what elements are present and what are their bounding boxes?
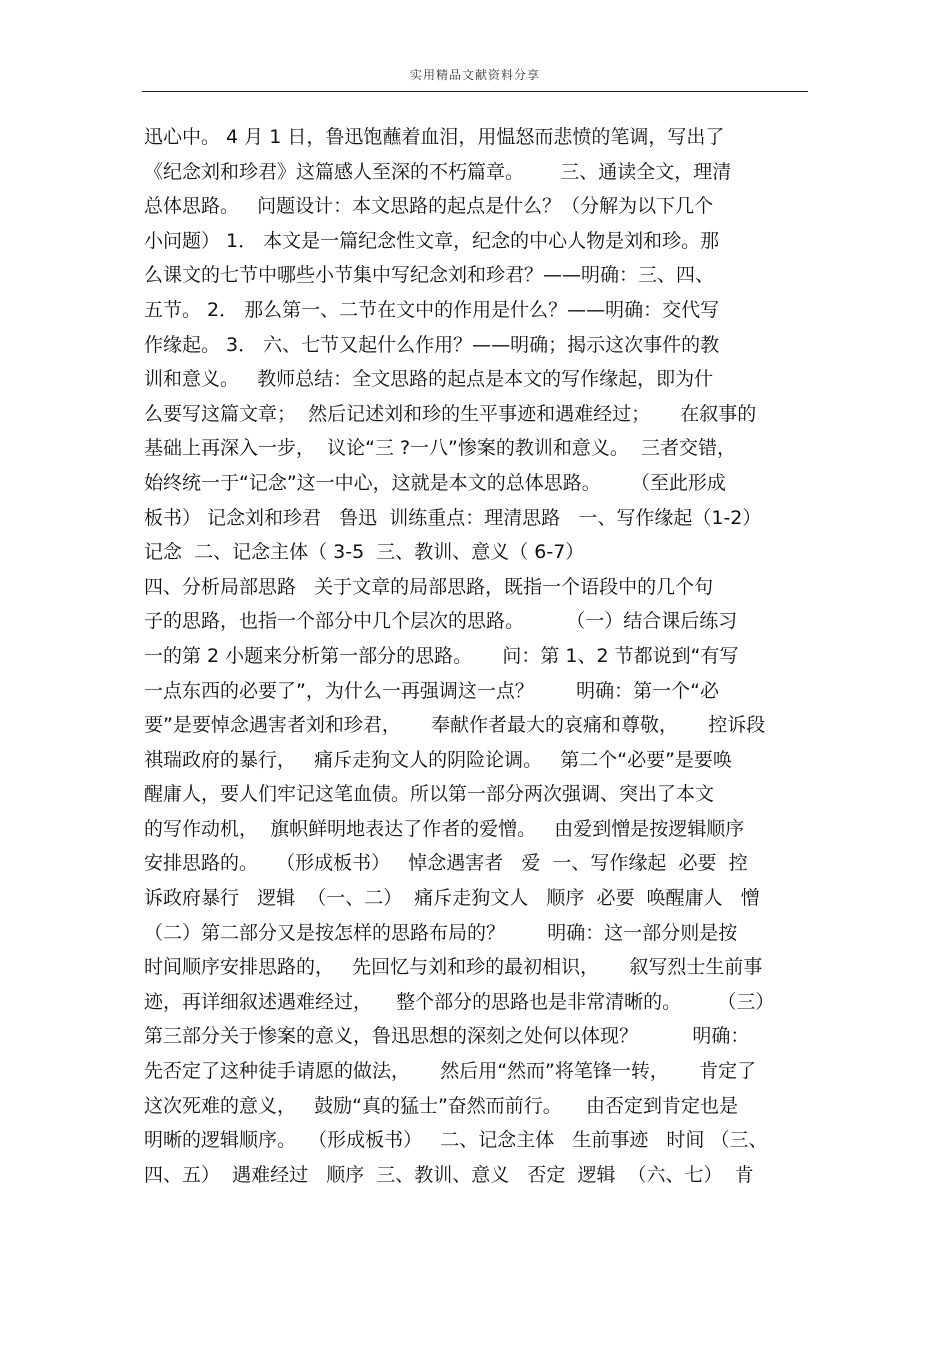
text-line: 诉政府暴行 逻辑 （一、二） 痛斥走狗文人 顺序 必要 唤醒庸人 憎: [144, 887, 760, 910]
text-line: 训和意义。 教师总结：全文思路的起点是本文的写作缘起，即为什: [144, 368, 714, 391]
page-header: 实用精品文献资料分享: [409, 68, 540, 82]
text-line: 明晰的逻辑顺序。 （形成板书） 二、记念主体 生前事迹 时间 （三、: [144, 1129, 768, 1152]
text-line: 么课文的七节中哪些小节集中写纪念刘和珍君？——明确：三、四、: [144, 264, 715, 287]
text-line: 第三部分关于惨案的意义，鲁迅思想的深刻之处何以体现？ 明确：: [144, 1025, 750, 1048]
text-line: 五节。 2． 那么第一、二节在文中的作用是什么？——明确：交代写: [144, 298, 720, 321]
text-line: 醒庸人，要人们牢记这笔血债。所以第一部分两次强调、突出了本文: [144, 783, 715, 806]
document-body: [144, 120, 824, 1192]
text-line: 作缘起。 3． 六、七节又起什么作用？——明确；揭示这次事件的教: [144, 333, 720, 356]
text-line: 先否定了这种徒手请愿的做法， 然后用“然而”将笔锋一转， 肯定了: [144, 1060, 757, 1083]
text-line: 基础上再深入一步， 议论“三 ?一八”惨案的教训和意义。 三者交错，: [144, 437, 736, 460]
text-line: 要”是要悼念遇害者刘和珍君， 奉献作者最大的哀痛和尊敬， 控诉段: [144, 714, 766, 737]
text-line: 记念 二、记念主体（ 3-5 三、教训、意义（ 6-7）: [144, 541, 585, 564]
header-divider: [142, 91, 808, 92]
text-line: 这次死难的意义， 鼓励“真的猛士”奋然而前行。 由否定到肯定也是: [144, 1094, 738, 1117]
text-line: 板书） 记念刘和珍君 鲁迅 训练重点：理清思路 一、写作缘起（1-2）: [144, 506, 762, 529]
text-line: 《纪念刘和珍君》这篇感人至深的不朽篇章。 三、通读全文，理清: [144, 160, 732, 183]
text-line: 子的思路，也指一个部分中几个层次的思路。 （一）结合课后练习: [144, 610, 738, 633]
text-line: 迹，再详细叙述遇难经过， 整个部分的思路也是非常清晰的。 （三）: [144, 990, 775, 1013]
text-line: 一的第 2 小题来分析第一部分的思路。 问：第 1、2 节都说到“有写: [144, 644, 739, 667]
text-line: 时间顺序安排思路的， 先回忆与刘和珍的最初相识， 叙写烈士生前事: [144, 956, 763, 979]
text-line: 迅心中。 4 月 1 日，鲁迅饱蘸着血泪，用愠怒而悲愤的笔调，写出了: [144, 126, 725, 148]
text-line: 安排思路的。 （形成板书） 悼念遇害者 爱 一、写作缘起 必要 控: [144, 852, 748, 875]
text-line: 祺瑞政府的暴行， 痛斥走狗文人的阴险论调。 第二个“必要”是要唤: [144, 748, 732, 771]
text-line: 的写作动机， 旗帜鲜明地表达了作者的爱憎。 由爱到憎是按逻辑顺序: [144, 817, 745, 840]
text-line: （二）第二部分又是按怎样的思路布局的？ 明确：这一部分则是按: [144, 921, 738, 944]
text-line: 小问题） 1． 本文是一篇纪念性文章，纪念的中心人物是刘和珍。那: [144, 229, 720, 252]
text-line: 总体思路。 问题设计：本文思路的起点是什么？（分解为以下几个: [144, 195, 714, 218]
text-line: 么要写这篇文章； 然后记述刘和珍的生平事迹和遇难经过； 在叙事的: [144, 402, 757, 425]
text-line: 一点东西的必要了”，为什么一再强调这一点？ 明确：第一个“必: [144, 679, 719, 702]
text-line: 四、分析局部思路 关于文章的局部思路，既指一个语段中的几个句: [144, 575, 714, 598]
text-line: 始终统一于“记念”这一中心，这就是本文的总体思路。 （至此形成: [144, 471, 726, 494]
text-line: 四、五） 遇难经过 顺序 三、教训、意义 否定 逻辑 （六、七） 肯: [144, 1163, 754, 1186]
